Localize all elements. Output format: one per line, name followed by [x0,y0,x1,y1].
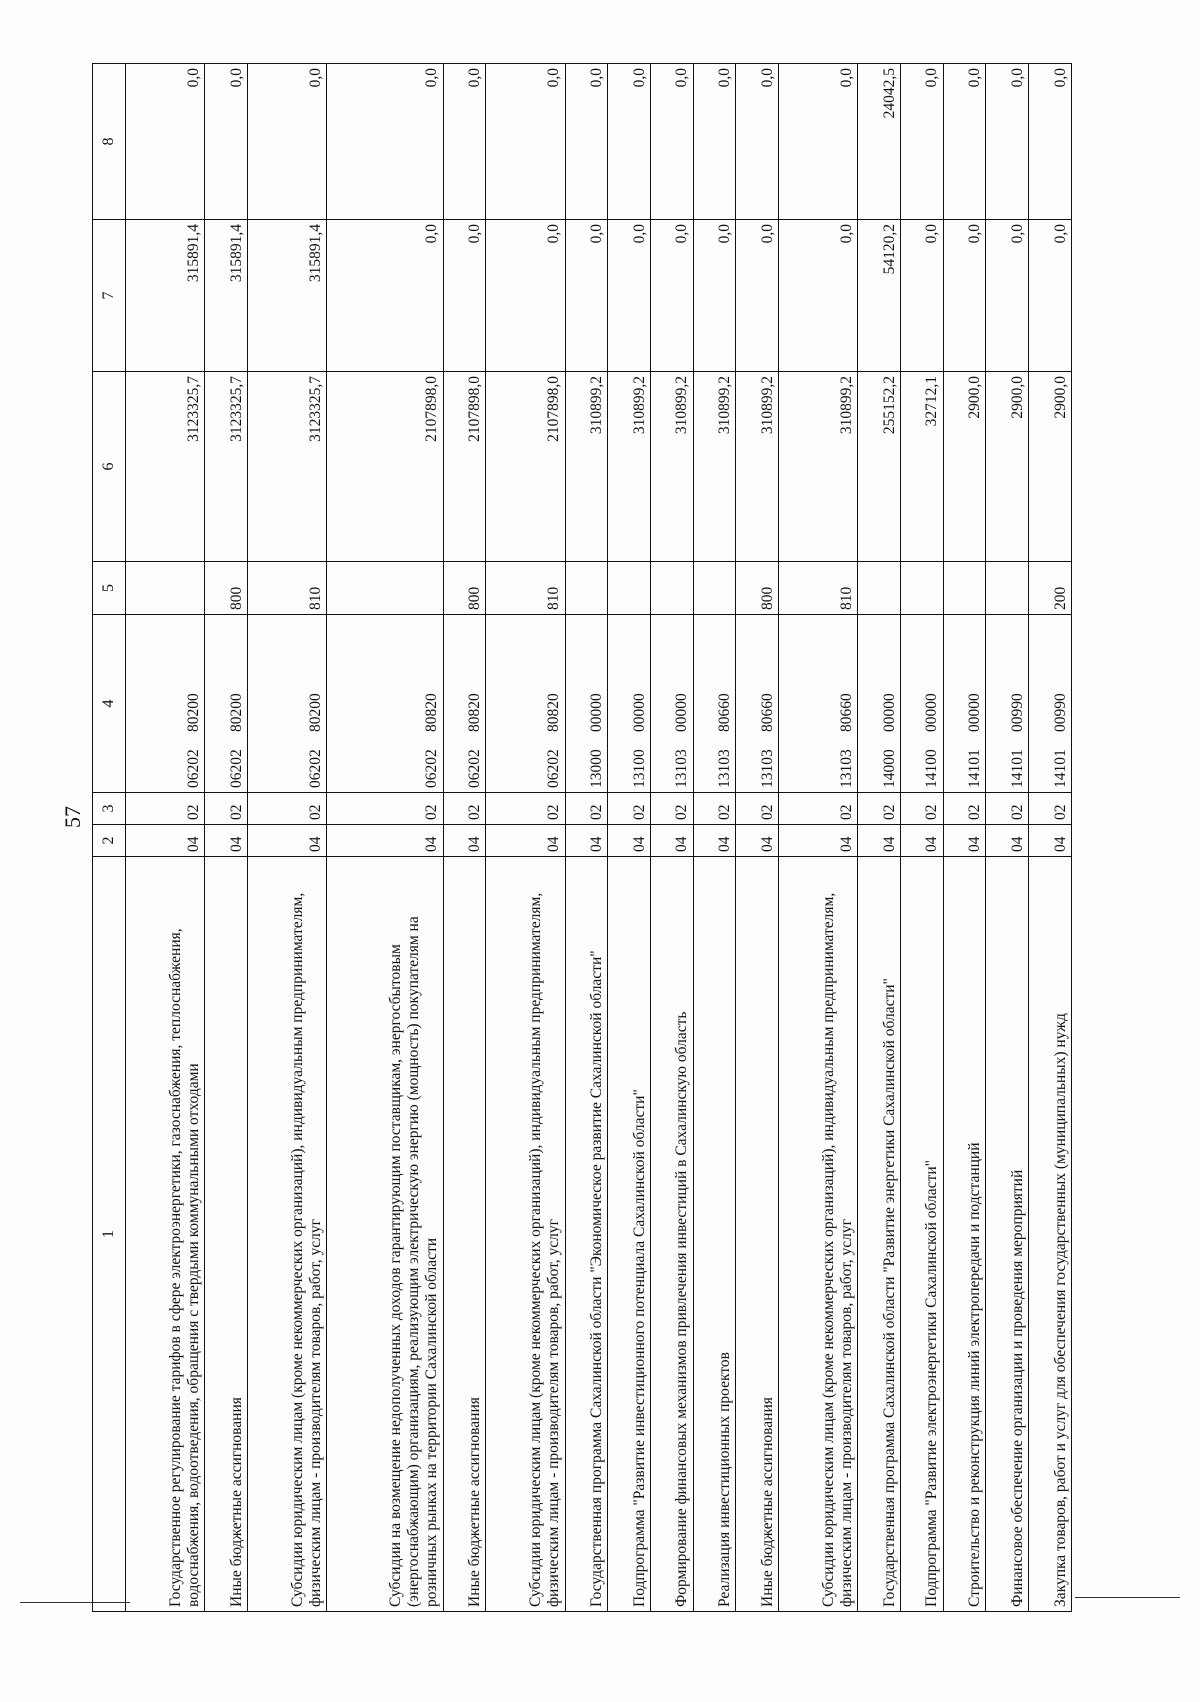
row-amount-col8: 0,0 [443,64,486,220]
row-subsection: 02 [779,793,858,825]
row-name: Субсидии на возмещение недополученных доходов гарантирующим поставщикам, энергосбытовым (энергоснабжающим) организациям, реализующим электрическую энергию (мощность) покупателям на розничных рынках на территории Сахалинской области [327,857,443,1612]
row-direction-code: 00990 [1008,693,1026,732]
row-subsection: 02 [443,793,486,825]
scan-artifact-line-right [1075,1597,1180,1598]
row-subsection: 02 [858,793,901,825]
row-amount-col8: 0,0 [205,64,248,220]
row-subsection: 02 [248,793,327,825]
row-direction-code: 80820 [545,693,563,732]
row-program-code: 14101 [1008,749,1026,788]
row-program-code: 13103 [758,749,776,788]
row-amount-col6: 2107898,0 [443,372,486,562]
row-direction-code: 80660 [838,693,856,732]
row-section: 04 [901,825,944,857]
row-expense-type [986,562,1029,615]
table-row [608,64,651,1612]
row-direction-code: 80200 [227,693,245,732]
row-amount-col6: 310899,2 [693,372,736,562]
header-col-8: 8 [93,64,126,220]
row-section: 04 [608,825,651,857]
row-subsection: 02 [650,793,693,825]
row-section: 04 [693,825,736,857]
row-name: Формирование финансовых механизмов привлечения инвестиций в Сахалинскую область [650,857,693,1612]
row-target-article [565,615,608,793]
row-expense-type: 810 [248,562,327,615]
row-amount-col6: 2900,0 [1029,372,1072,562]
row-subsection: 02 [205,793,248,825]
row-direction-code: 00000 [630,693,648,732]
row-section: 04 [126,825,205,857]
row-program-code: 06202 [465,749,483,788]
row-expense-type [858,562,901,615]
row-section: 04 [565,825,608,857]
row-subsection: 02 [986,793,1029,825]
row-amount-col8: 0,0 [650,64,693,220]
row-amount-col8: 0,0 [565,64,608,220]
row-amount-col6: 3123325,7 [248,372,327,562]
row-program-code: 06202 [423,749,441,788]
row-expense-type [608,562,651,615]
table-row [650,64,693,1612]
header-col-3: 3 [93,793,126,825]
table-row [126,64,205,1612]
row-amount-col6: 2900,0 [943,372,986,562]
table-row [565,64,608,1612]
header-col-4: 4 [93,615,126,793]
header-col-5: 5 [93,562,126,615]
row-subsection: 02 [901,793,944,825]
row-name: Субсидии юридическим лицам (кроме некоммерческих организаций), индивидуальным предпринимателям, физическим лицам - производителям товаров, работ, услуг [779,857,858,1612]
row-program-code: 06202 [185,749,203,788]
row-amount-col6: 310899,2 [736,372,779,562]
row-amount-col6: 310899,2 [650,372,693,562]
row-name: Субсидии юридическим лицам (кроме некоммерческих организаций), индивидуальным предпринимателям, физическим лицам - производителям товаров, работ, услуг [486,857,565,1612]
header-col-6: 6 [93,372,126,562]
table-row [248,64,327,1612]
row-amount-col8: 0,0 [986,64,1029,220]
row-name: Государственное регулирование тарифов в сфере электроэнергетики, газоснабжения, теплоснабжения, водоснабжения, водоотведения, обращения с твердыми коммунальными отходами [126,857,205,1612]
row-expense-type: 200 [1029,562,1072,615]
row-expense-type [693,562,736,615]
row-amount-col6: 3123325,7 [126,372,205,562]
row-name: Государственная программа Сахалинской области "Развитие энергетики Сахалинской области" [858,857,901,1612]
row-target-article [901,615,944,793]
row-expense-type: 810 [779,562,858,615]
row-direction-code: 00000 [880,693,898,732]
row-amount-col7: 0,0 [736,220,779,372]
row-amount-col8: 0,0 [608,64,651,220]
row-expense-type [327,562,443,615]
row-target-article [126,615,205,793]
row-section: 04 [858,825,901,857]
budget-table-rotated [92,64,1072,1612]
row-amount-col6: 3123325,7 [205,372,248,562]
row-expense-type [901,562,944,615]
row-expense-type [943,562,986,615]
row-direction-code: 00990 [1051,693,1069,732]
row-amount-col6: 310899,2 [608,372,651,562]
row-program-code: 13100 [630,749,648,788]
row-section: 04 [986,825,1029,857]
row-target-article [650,615,693,793]
table-row [205,64,248,1612]
row-expense-type: 810 [486,562,565,615]
row-target-article [779,615,858,793]
row-name: Иные бюджетные ассигнования [736,857,779,1612]
table-row [736,64,779,1612]
row-expense-type [650,562,693,615]
row-section: 04 [248,825,327,857]
row-program-code: 14101 [1051,749,1069,788]
row-program-code: 13103 [673,749,691,788]
row-program-code: 06202 [545,749,563,788]
header-col-2: 2 [93,825,126,857]
row-amount-col7: 315891,4 [126,220,205,372]
row-expense-type [126,562,205,615]
row-name: Реализация инвестиционных проектов [693,857,736,1612]
row-program-code: 14100 [923,749,941,788]
row-target-article [693,615,736,793]
row-subsection: 02 [736,793,779,825]
row-amount-col6: 2900,0 [986,372,1029,562]
row-amount-col7: 54120,2 [858,220,901,372]
row-direction-code: 80660 [716,693,734,732]
row-subsection: 02 [126,793,205,825]
row-target-article [858,615,901,793]
row-subsection: 02 [608,793,651,825]
row-amount-col8: 0,0 [486,64,565,220]
row-section: 04 [486,825,565,857]
row-program-code: 14000 [880,749,898,788]
row-amount-col7: 315891,4 [248,220,327,372]
row-expense-type: 800 [205,562,248,615]
row-amount-col7: 0,0 [943,220,986,372]
row-direction-code: 80660 [758,693,776,732]
row-name: Подпрограмма "Развитие инвестиционного потенциала Сахалинской области" [608,857,651,1612]
row-subsection: 02 [565,793,608,825]
row-target-article [1029,615,1072,793]
table-row [486,64,565,1612]
row-program-code: 06202 [307,749,325,788]
row-amount-col6: 310899,2 [779,372,858,562]
row-amount-col7: 315891,4 [205,220,248,372]
row-program-code: 06202 [227,749,245,788]
row-program-code: 13103 [716,749,734,788]
header-col-7: 7 [93,220,126,372]
row-amount-col8: 0,0 [779,64,858,220]
row-direction-code: 80820 [465,693,483,732]
row-section: 04 [205,825,248,857]
row-amount-col7: 0,0 [901,220,944,372]
row-section: 04 [1029,825,1072,857]
table-row [858,64,901,1612]
row-program-code: 14101 [966,749,984,788]
table-row [779,64,858,1612]
table-row [986,64,1029,1612]
row-target-article [443,615,486,793]
row-program-code: 13103 [838,749,856,788]
row-section: 04 [650,825,693,857]
row-amount-col7: 0,0 [565,220,608,372]
row-target-article [943,615,986,793]
row-direction-code: 80820 [423,693,441,732]
table-row [1029,64,1072,1612]
row-subsection: 02 [486,793,565,825]
row-expense-type [565,562,608,615]
row-name: Субсидии юридическим лицам (кроме некоммерческих организаций), индивидуальным предпринимателям, физическим лицам - производителям товаров, работ, услуг [248,857,327,1612]
row-amount-col8: 24042,5 [858,64,901,220]
row-amount-col7: 0,0 [986,220,1029,372]
row-amount-col7: 0,0 [486,220,565,372]
row-amount-col8: 0,0 [248,64,327,220]
row-expense-type: 800 [736,562,779,615]
row-section: 04 [443,825,486,857]
row-amount-col6: 255152,2 [858,372,901,562]
table-row [443,64,486,1612]
row-section: 04 [779,825,858,857]
row-name: Подпрограмма "Развитие электроэнергетики Сахалинской области" [901,857,944,1612]
row-amount-col8: 0,0 [126,64,205,220]
row-subsection: 02 [693,793,736,825]
row-section: 04 [327,825,443,857]
row-amount-col7: 0,0 [650,220,693,372]
row-target-article [205,615,248,793]
row-amount-col6: 32712,1 [901,372,944,562]
row-amount-col8: 0,0 [736,64,779,220]
row-name: Закупка товаров, работ и услуг для обеспечения государственных (муниципальных) нужд [1029,857,1072,1612]
row-section: 04 [736,825,779,857]
row-program-code: 13000 [587,749,605,788]
row-amount-col7: 0,0 [443,220,486,372]
header-row [93,64,126,1612]
row-name: Строительство и реконструкция линий электропередачи и подстанций [943,857,986,1612]
table-row [327,64,443,1612]
row-target-article [736,615,779,793]
row-direction-code: 00000 [673,693,691,732]
row-amount-col7: 0,0 [693,220,736,372]
row-target-article [986,615,1029,793]
row-name: Финансовое обеспечение организации и проведения мероприятий [986,857,1029,1612]
table-row [943,64,986,1612]
row-amount-col8: 0,0 [901,64,944,220]
row-direction-code: 00000 [923,693,941,732]
row-amount-col6: 310899,2 [565,372,608,562]
row-direction-code: 00000 [966,693,984,732]
row-target-article [248,615,327,793]
budget-table [92,63,1072,1612]
row-amount-col7: 0,0 [779,220,858,372]
row-amount-col8: 0,0 [943,64,986,220]
header-col-1: 1 [93,857,126,1612]
table-row [693,64,736,1612]
row-amount-col8: 0,0 [693,64,736,220]
row-name: Иные бюджетные ассигнования [443,857,486,1612]
page-number: 57 [60,806,85,828]
row-amount-col6: 2107898,0 [486,372,565,562]
row-target-article [327,615,443,793]
row-amount-col7: 0,0 [608,220,651,372]
row-name: Государственная программа Сахалинской области "Экономическое развитие Сахалинской области" [565,857,608,1612]
row-subsection: 02 [327,793,443,825]
row-section: 04 [943,825,986,857]
row-direction-code: 80200 [307,693,325,732]
row-target-article [608,615,651,793]
row-amount-col6: 2107898,0 [327,372,443,562]
row-direction-code: 80200 [185,693,203,732]
row-amount-col8: 0,0 [327,64,443,220]
row-amount-col7: 0,0 [327,220,443,372]
row-amount-col8: 0,0 [1029,64,1072,220]
row-direction-code: 00000 [587,693,605,732]
row-target-article [486,615,565,793]
table-row [901,64,944,1612]
row-expense-type: 800 [443,562,486,615]
row-amount-col7: 0,0 [1029,220,1072,372]
row-name: Иные бюджетные ассигнования [205,857,248,1612]
row-subsection: 02 [1029,793,1072,825]
row-subsection: 02 [943,793,986,825]
